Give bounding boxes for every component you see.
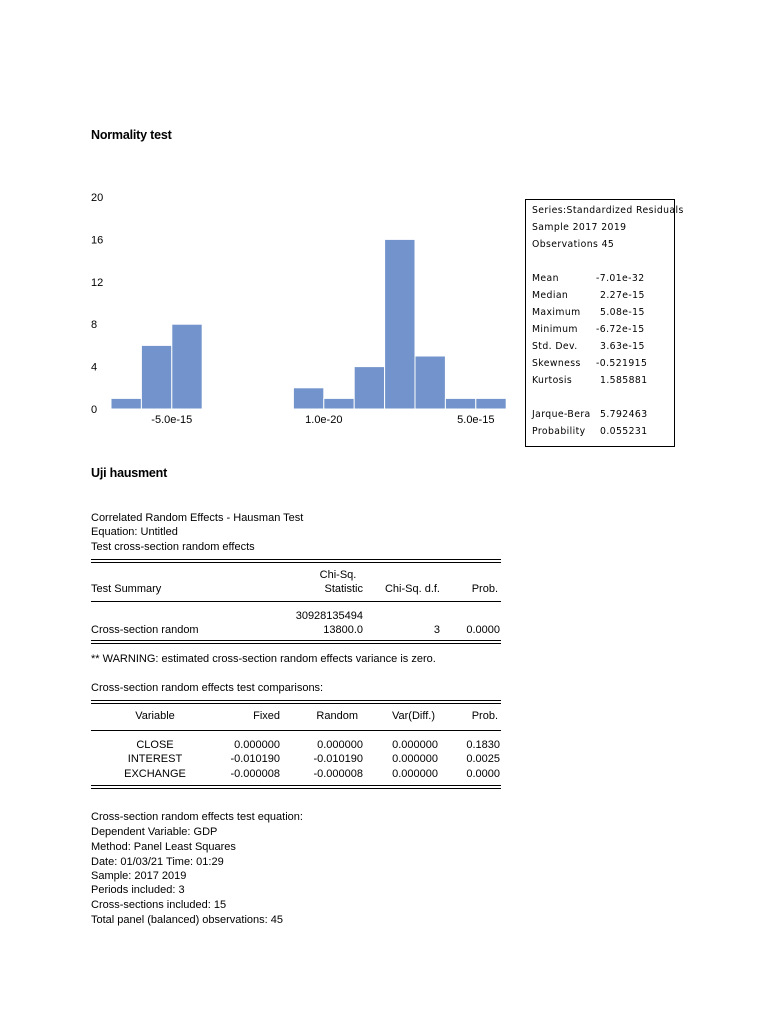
table-cell: 0.0000: [466, 768, 500, 780]
row-label: Cross-section random: [91, 624, 199, 636]
histogram-bar: [445, 398, 475, 409]
row-prob: 0.0000: [466, 624, 500, 636]
table-rule-double: [91, 700, 501, 704]
histogram-bar: [172, 324, 202, 409]
y-tick-label: 0: [91, 404, 98, 416]
col-chi-statistic: Statistic: [324, 583, 363, 595]
table-cell: 0.000000: [234, 739, 280, 751]
table-rule-double: [91, 640, 501, 644]
histogram-bar: [111, 398, 141, 409]
comp-header: Variable: [135, 710, 175, 722]
y-tick-label: 4: [91, 361, 98, 374]
histogram-bar: [415, 356, 445, 409]
stats-jb-value: 5.792463: [600, 409, 648, 420]
table-rule-double: [91, 559, 501, 563]
stats-label: Minimum: [532, 324, 578, 335]
hausman-equation: Equation: Untitled: [91, 526, 178, 538]
comp-header: Fixed: [253, 710, 280, 722]
stats-label: Maximum: [532, 307, 581, 318]
equation-line: Date: 01/03/21 Time: 01:29: [91, 856, 224, 868]
normality-heading: Normality test: [91, 128, 172, 142]
table-cell: -0.010190: [313, 753, 363, 765]
comp-header: Random: [316, 710, 358, 722]
stats-label: Skewness: [532, 358, 581, 369]
col-prob: Prob.: [471, 583, 498, 595]
comp-header: Prob.: [471, 710, 498, 722]
histogram-bar: [354, 367, 384, 409]
stats-sample: Sample 2017 2019: [532, 222, 627, 233]
stats-prob-label: Probability: [532, 426, 586, 437]
table-cell: 0.000000: [392, 768, 438, 780]
stats-value: -7.01e-32: [596, 273, 645, 284]
table-cell: 0.000000: [392, 739, 438, 751]
equation-line: Sample: 2017 2019: [91, 870, 187, 882]
hausman-test-desc: Test cross-section random effects: [91, 541, 255, 553]
stats-value: -0.521915: [596, 358, 648, 369]
row-stat-top: 30928135494: [295, 610, 363, 622]
col-chi-top: Chi-Sq.: [319, 569, 357, 581]
equation-line: Periods included: 3: [91, 884, 185, 896]
histogram-bar: [141, 345, 171, 409]
table-rule-double: [91, 785, 501, 789]
col-test-summary: Test Summary: [91, 583, 162, 595]
stats-jb-label: Jarque-Bera: [532, 409, 591, 420]
table-rule: [91, 730, 501, 731]
equation-line: Total panel (balanced) observations: 45: [91, 914, 284, 926]
stats-value: 3.63e-15: [600, 341, 645, 352]
stats-prob-value: 0.055231: [600, 426, 648, 437]
histogram-bar: [324, 398, 354, 409]
y-tick-label: 16: [91, 234, 104, 247]
stats-value: 1.585881: [600, 375, 648, 386]
stats-observations: Observations 45: [532, 239, 615, 250]
histogram-bar: [476, 398, 506, 409]
table-cell: -0.010190: [230, 753, 280, 765]
table-cell: 0.1830: [466, 739, 500, 751]
y-tick-label: 20: [91, 192, 104, 204]
stats-series: Series:Standardized Residuals: [532, 205, 684, 216]
x-tick-label: 5.0e-15: [457, 414, 495, 426]
row-df: 3: [433, 624, 440, 636]
comparisons-title: Cross-section random effects test comparisons:: [91, 682, 324, 694]
histogram-chart: [86, 185, 511, 430]
table-cell: 0.0025: [466, 753, 500, 765]
stats-label: Std. Dev.: [532, 341, 578, 352]
equation-line: Method: Panel Least Squares: [91, 841, 236, 853]
hausman-heading: Uji hausment: [91, 466, 168, 480]
hausman-title: Correlated Random Effects - Hausman Test: [91, 512, 304, 524]
stats-value: 2.27e-15: [600, 290, 645, 301]
col-df: Chi-Sq. d.f.: [384, 583, 440, 595]
stats-label: Kurtosis: [532, 375, 573, 386]
histogram-svg: [86, 185, 511, 430]
row-stat-bottom: 13800.0: [323, 624, 363, 636]
histogram-bar: [293, 388, 323, 409]
warning-text: ** WARNING: estimated cross-section random effects variance is zero.: [91, 653, 436, 665]
histogram-bar: [385, 239, 415, 409]
descriptive-stats-box: [525, 199, 684, 447]
table-cell: 0.000000: [317, 739, 363, 751]
stats-label: Mean: [532, 273, 559, 284]
table-rule: [91, 601, 501, 602]
table-cell: CLOSE: [136, 739, 174, 751]
y-tick-label: 12: [91, 276, 104, 289]
equation-line: Cross-section random effects test equation:: [91, 811, 303, 823]
stats-value: -6.72e-15: [596, 324, 645, 335]
equation-line: Cross-sections included: 15: [91, 899, 227, 911]
stats-value: 5.08e-15: [600, 307, 645, 318]
table-cell: INTEREST: [127, 753, 183, 765]
table-cell: EXCHANGE: [124, 768, 186, 780]
stats-label: Median: [532, 290, 569, 301]
table-cell: -0.000008: [313, 768, 363, 780]
comp-header: Var(Diff.): [392, 710, 435, 722]
table-cell: 0.000000: [392, 753, 438, 765]
table-cell: -0.000008: [230, 768, 280, 780]
x-tick-label: -5.0e-15: [151, 414, 193, 426]
x-tick-label: 1.0e-20: [305, 414, 343, 426]
y-tick-label: 8: [91, 319, 98, 332]
equation-line: Dependent Variable: GDP: [91, 826, 218, 838]
